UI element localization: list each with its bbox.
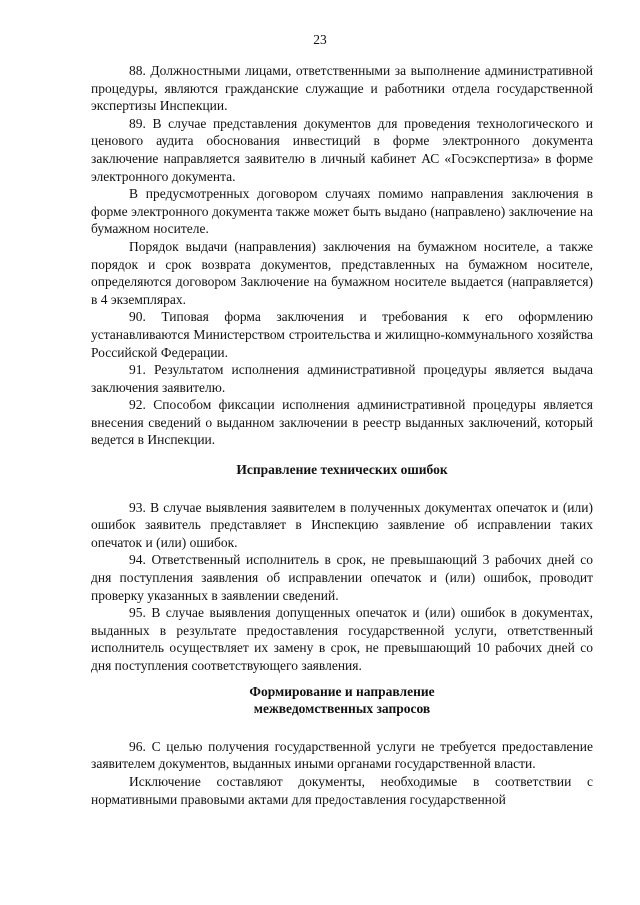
- paragraph-88: 88. Должностными лицами, ответственными за выполнение административной процедуры, являются гражданские служащие и работники отдела государственной экспертизы Инспекции.: [91, 63, 593, 114]
- document-body: [91, 62, 593, 808]
- paragraph-91: 91. Результатом исполнения административной процедуры является выдача заключения заявителю.: [91, 362, 593, 395]
- section-heading-interagency-line-2: межведомственных запросов: [253, 701, 431, 717]
- paragraph-89-paper-copy: В предусмотренных договором случаях помимо направления заключения в форме электронного документа также может быть выдано (направлено) заключение на бумажном носителе.: [91, 186, 593, 237]
- paragraph-92: 92. Способом фиксации исполнения административной процедуры является внесения сведений о выданном заключении в реестр выданных заключений, который ведется в Инспекции.: [91, 397, 593, 448]
- paragraph-89: 89. В случае представления документов для проведения технологического и ценового аудита обоснования инвестиций в форме электронного документа заключение направляется заявителю в личный кабинет АС «Госэкспертиза» в форме электронного документа.: [91, 115, 593, 184]
- paragraph-96-exception: Исключение составляют документы, необходимые в соответствии с нормативными правовыми актами для предоставления государственной: [91, 773, 593, 807]
- section-heading-technical-errors: Исправление технических ошибок: [236, 462, 448, 478]
- paragraph-96: 96. С целью получения государственной услуги не требуется предоставление заявителем документов, выданных иными органами государственной власти.: [91, 738, 593, 772]
- paragraph-95: 95. В случае выявления допущенных опечаток и (или) ошибок в документах, выданных в результате предоставления государственной услуги, ответственный исполнитель осуществляет их замену в срок, не превышающий 10 рабочих дней со дня поступления соответствующего заявления.: [91, 605, 593, 673]
- paragraph-93: 93. В случае выявления заявителем в полученных документах опечаток и (или) ошибок заявитель представляет в Инспекцию заявление об исправлении таких опечаток и (или) ошибок.: [91, 499, 593, 550]
- section-heading-interagency-line-1: Формирование и направление: [249, 683, 435, 699]
- paragraph-90: 90. Типовая форма заключения и требования к его оформлению устанавливаются Министерством строительства и жилищно-коммунального хозяйства Российской Федерации.: [91, 309, 593, 360]
- paragraph-89-issue-order: Порядок выдачи (направления) заключения на бумажном носителе, а также порядок и срок возврата документов, представленных на бумажном носителе, определяются договором Заключение на бумажном носителе выдается (направляется) в 4 экземплярах.: [91, 238, 593, 307]
- page-number: 23: [313, 32, 327, 47]
- paragraph-94: 94. Ответственный исполнитель в срок, не превышающий 3 рабочих дней со дня поступления заявления об исправлении опечаток и (или) ошибок, проводит проверку указанных в заявлении сведений.: [91, 552, 593, 603]
